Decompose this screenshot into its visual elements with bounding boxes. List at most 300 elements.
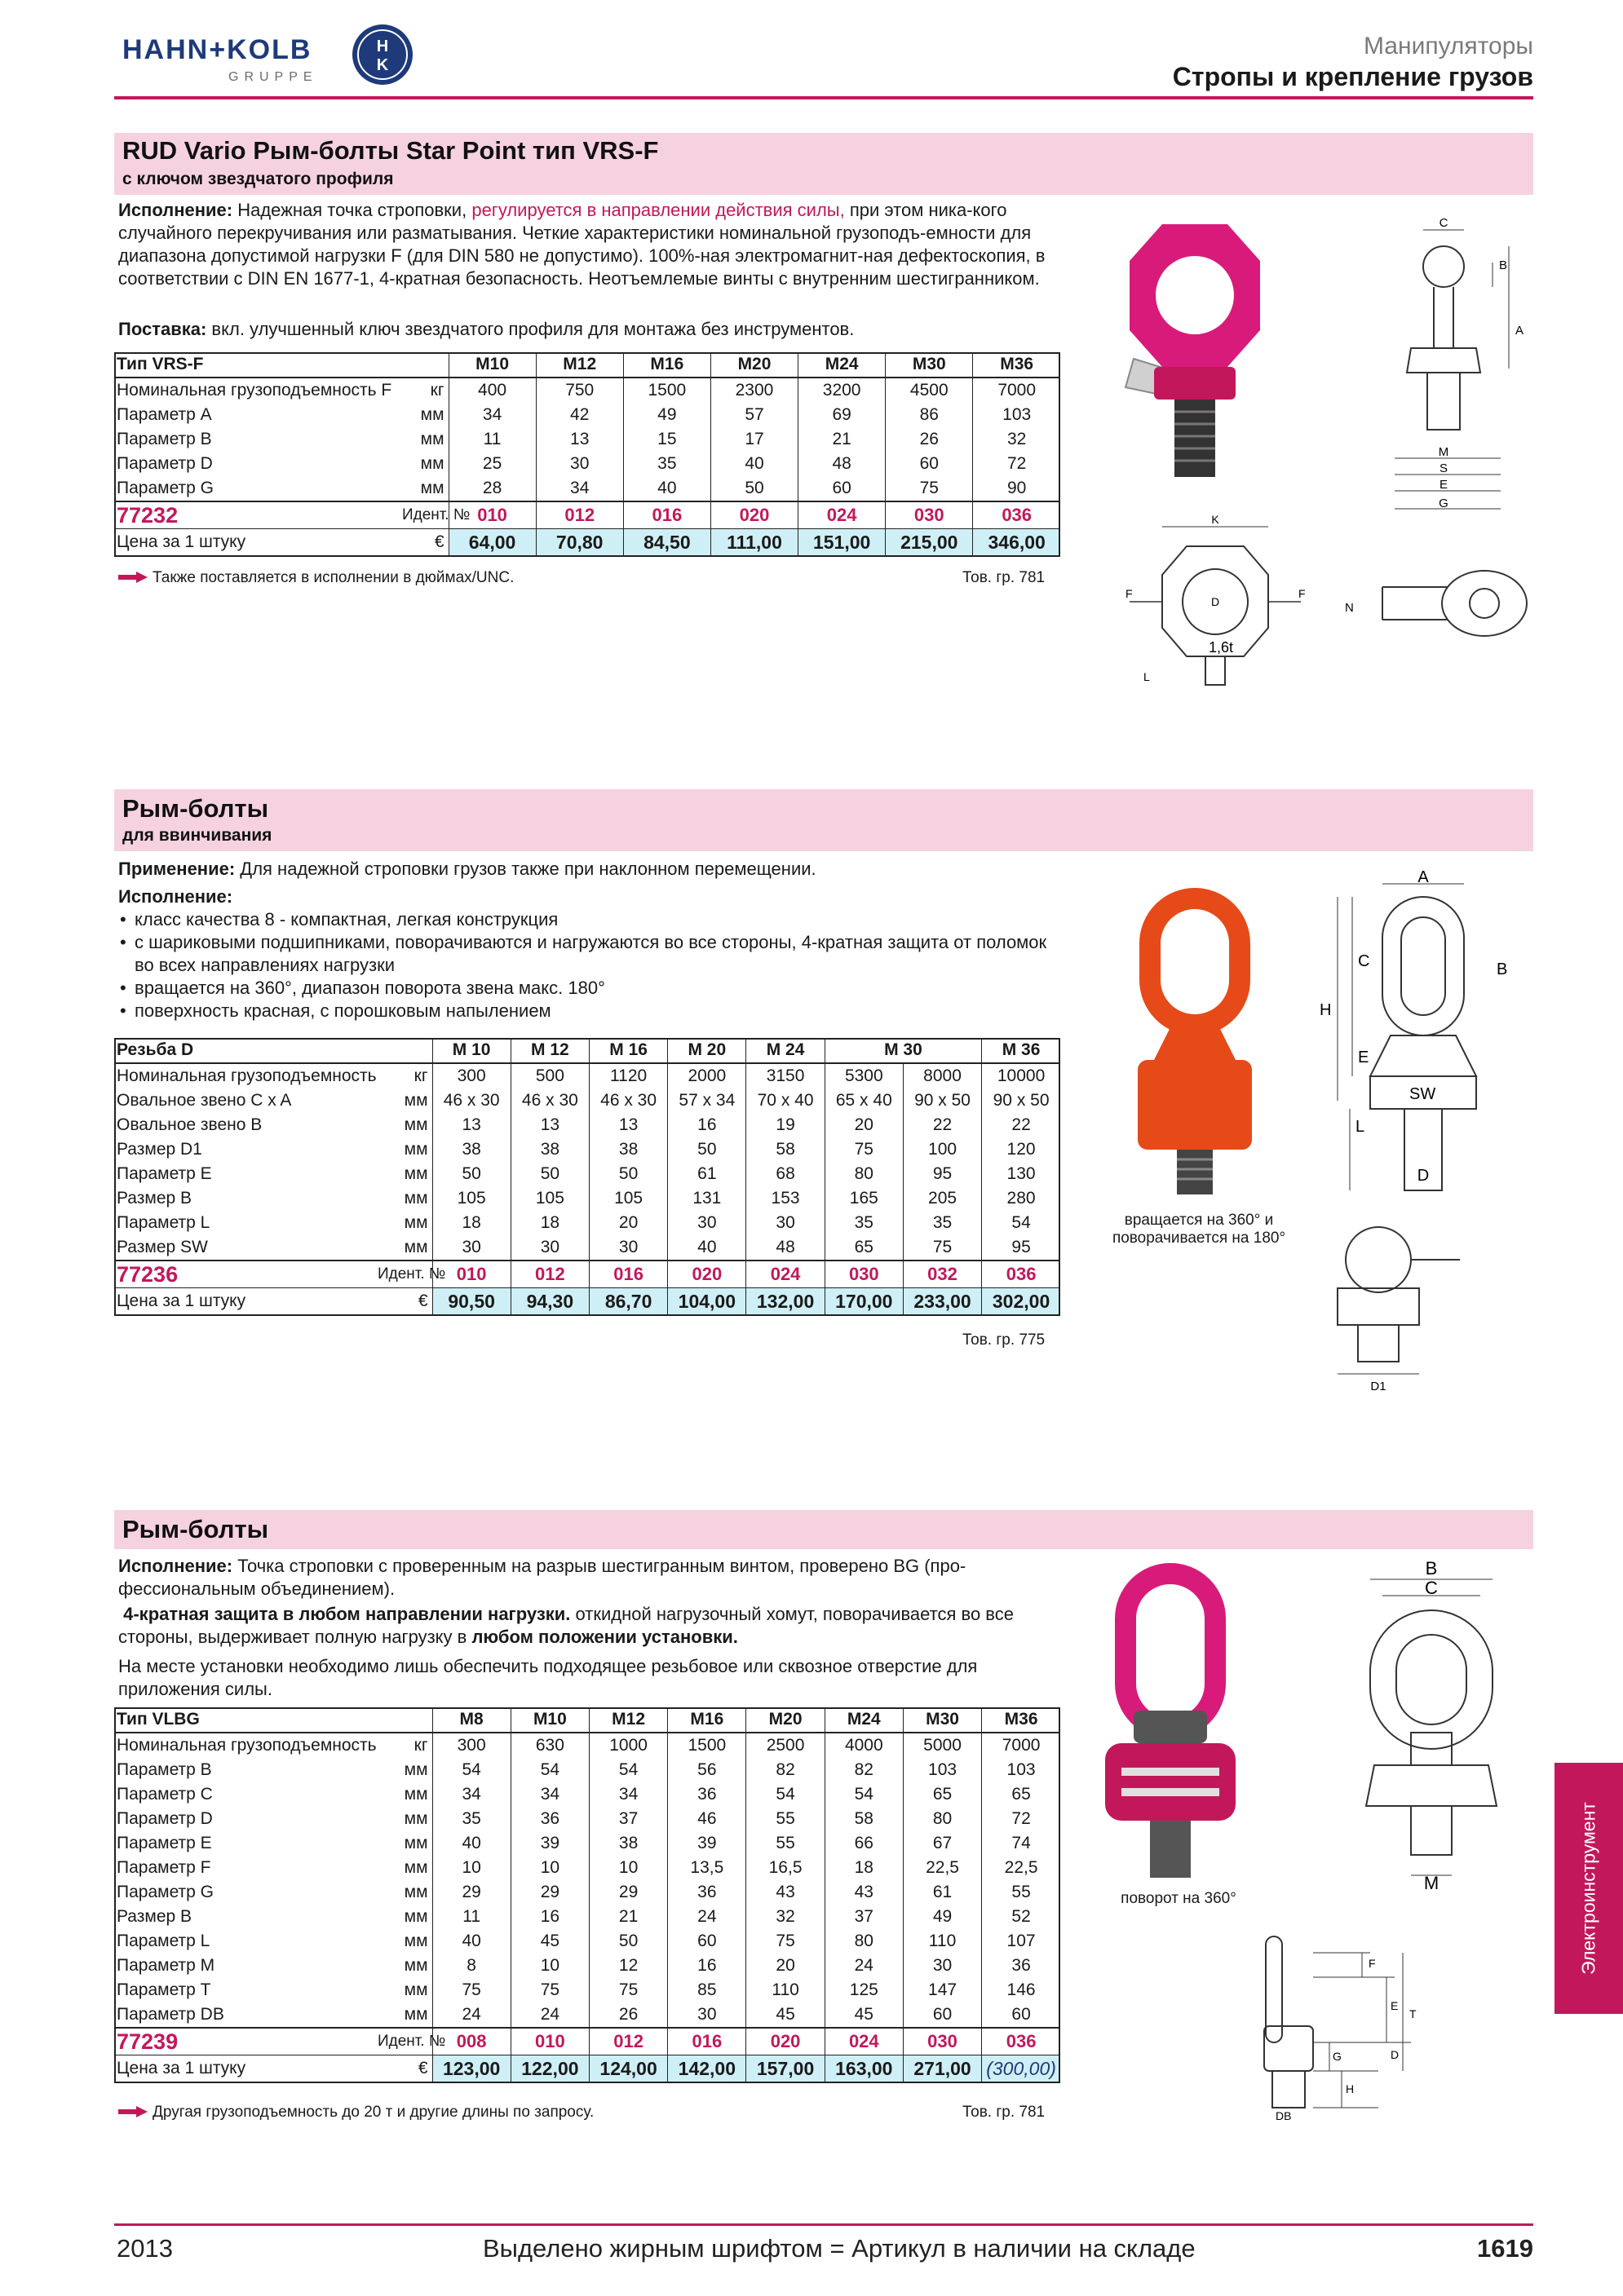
table-cell: 7000 (973, 378, 1060, 403)
table-cell: 90 x 50 (982, 1088, 1060, 1113)
article-id: 036 (982, 1261, 1060, 1288)
table-cell: 34 (589, 1782, 667, 1807)
table-cell: 54 (982, 1211, 1060, 1235)
article-id: 024 (798, 501, 886, 529)
table-cell: 10000 (982, 1063, 1060, 1088)
table-cell: 100 (903, 1137, 981, 1162)
article-id: 012 (536, 501, 623, 529)
note-text: Также поставляется в исполнении в дюймах/UNC. (153, 569, 515, 586)
table-cell: 131 (668, 1186, 746, 1211)
dim-k: K (1211, 513, 1219, 526)
dim-db: DB (1276, 2109, 1292, 2122)
table-cell: 24 (432, 2002, 511, 2028)
price-cell: 86,70 (589, 1288, 667, 1316)
table-cell: 46 x 30 (511, 1088, 589, 1113)
table-cell: 34 (511, 1782, 589, 1807)
section-1-header (114, 133, 1533, 195)
article-id: 036 (982, 2028, 1060, 2055)
svg-text:K: K (376, 56, 389, 74)
table-cell: 300 (432, 1063, 511, 1088)
table-column-header: M 16 (589, 1038, 667, 1063)
supply-label: Поставка: (118, 319, 207, 339)
table-cell: 110 (903, 1929, 981, 1954)
table-cell: 38 (511, 1137, 589, 1162)
table-cell: 24 (825, 1954, 903, 1978)
row-unit: мм (375, 1782, 432, 1807)
table-cell: 15 (623, 427, 710, 452)
table-header-row (114, 1038, 1060, 1063)
table-cell: 16,5 (746, 1856, 825, 1880)
protection-bold-2: любом положении установки. (471, 1627, 738, 1647)
table-row (114, 1211, 1060, 1235)
row-unit: мм (375, 1978, 432, 2002)
table-cell: 38 (589, 1831, 667, 1856)
table-cell: 80 (825, 1162, 903, 1186)
section-3-mounting: На месте установки необходимо лишь обеспечить подходящее резьбовое или сквозное отверстие для приложения силы. (118, 1656, 978, 1699)
table-column-header: M36 (973, 352, 1060, 378)
table-cell: 30 (668, 1211, 746, 1235)
page-number: 1619 (1477, 2234, 1533, 2263)
table-cell: 36 (668, 1782, 746, 1807)
table-cell: 61 (903, 1880, 981, 1905)
svg-text:H: H (376, 38, 389, 55)
table-cell: 42 (536, 403, 623, 427)
row-unit: мм (375, 1758, 432, 1782)
price-cell: 84,50 (623, 529, 710, 557)
table-cell: 74 (982, 1831, 1060, 1856)
price-row (114, 2055, 1060, 2083)
table-cell: 105 (432, 1186, 511, 1211)
table-cell: 10 (589, 1856, 667, 1880)
article-id: 024 (825, 2028, 903, 2055)
logo-badge-icon (351, 23, 414, 86)
table-column-header: M 12 (511, 1038, 589, 1063)
currency: € (375, 2055, 432, 2083)
dim-h: H (1320, 1001, 1332, 1019)
table-cell: 1120 (589, 1063, 667, 1088)
table-cell: 75 (432, 1978, 511, 2002)
table-cell: 34 (432, 1782, 511, 1807)
table-row (114, 1782, 1060, 1807)
section-2-execution (118, 885, 1056, 1022)
price-cell: 151,00 (798, 529, 886, 557)
table-cell: 500 (511, 1063, 589, 1088)
table-column-header: M 24 (746, 1038, 825, 1063)
table-cell: 20 (589, 1211, 667, 1235)
table-cell: 54 (432, 1758, 511, 1782)
price-cell: 157,00 (746, 2055, 825, 2083)
table-column-header: M16 (668, 1707, 746, 1733)
dim-f: F (1369, 1957, 1376, 1970)
article-id: 020 (668, 1261, 746, 1288)
table-column-header: M36 (982, 1707, 1060, 1733)
table-cell: 54 (589, 1758, 667, 1782)
price-cell: 64,00 (449, 529, 536, 557)
table-cell: 80 (903, 1807, 981, 1831)
dim-e: E (1391, 1999, 1399, 2012)
spec-table-vrs-f (114, 352, 1060, 557)
table-header-row (114, 352, 1060, 378)
table-cell: 50 (511, 1162, 589, 1186)
article-row (114, 2028, 1060, 2055)
table-cell: 5000 (903, 1733, 981, 1758)
table-cell: 35 (825, 1211, 903, 1235)
vlbg-front-drawing (1338, 1558, 1533, 1896)
price-cell: 142,00 (668, 2055, 746, 2083)
table-cell: 130 (982, 1162, 1060, 1186)
row-unit: мм (375, 1235, 432, 1261)
table-cell: 7000 (982, 1733, 1060, 1758)
section-3-product-group: Тов. гр. 781 (962, 2104, 1046, 2121)
row-label: Размер B (117, 1907, 192, 1926)
price-cell: 104,00 (668, 1288, 746, 1316)
row-label: Параметр T (117, 1980, 211, 1999)
table-cell: 75 (886, 476, 973, 501)
swivel-product-photo (1130, 889, 1260, 1203)
table-cell: 20 (746, 1954, 825, 1978)
dim-a: A (1417, 868, 1429, 886)
table-cell: 60 (886, 452, 973, 476)
article-id: 020 (746, 2028, 825, 2055)
table-cell: 11 (449, 427, 536, 452)
currency: € (400, 529, 449, 557)
table-cell: 12 (589, 1954, 667, 1978)
table-cell: 72 (982, 1807, 1060, 1831)
table-cell: 80 (825, 1929, 903, 1954)
row-unit: мм (375, 1856, 432, 1880)
table-cell: 50 (432, 1162, 511, 1186)
table-row (114, 2002, 1060, 2028)
table-cell: 45 (511, 1929, 589, 1954)
section-3-protection (118, 1603, 1056, 1649)
table-cell: 40 (623, 476, 710, 501)
table-cell: 58 (746, 1137, 825, 1162)
header-divider (114, 96, 1533, 99)
table-cell: 65 (825, 1235, 903, 1261)
table-row (114, 1758, 1060, 1782)
dim-a: A (1515, 324, 1524, 338)
price-cell: 302,00 (982, 1288, 1060, 1316)
row-label: Параметр B (117, 1760, 212, 1779)
row-label: Номинальная грузоподъемность (117, 1736, 377, 1755)
table-cell: 39 (511, 1831, 589, 1856)
table-cell: 2500 (746, 1733, 825, 1758)
table-cell: 95 (903, 1162, 981, 1186)
article-number: 77239 (114, 2028, 375, 2055)
header-subcategory: Стропы и крепление грузов (1172, 62, 1533, 91)
dim-d: D (1391, 2048, 1400, 2061)
table-row (114, 1137, 1060, 1162)
table-cell: 95 (982, 1235, 1060, 1261)
logo-text: HAHN+KOLB (122, 34, 312, 65)
table-cell: 30 (511, 1235, 589, 1261)
table-cell: 50 (589, 1929, 667, 1954)
id-label: Идент. № (400, 501, 449, 529)
table-cell: 147 (903, 1978, 981, 2002)
table-cell: 32 (746, 1905, 825, 1929)
table-cell: 60 (668, 1929, 746, 1954)
table-cell: 50 (668, 1137, 746, 1162)
table-cell: 43 (746, 1880, 825, 1905)
article-number: 77232 (114, 501, 400, 529)
article-number: 77236 (114, 1261, 375, 1288)
table-row (114, 1063, 1060, 1088)
table-row (114, 1733, 1060, 1758)
footer-divider (114, 2223, 1533, 2226)
article-id: 008 (432, 2028, 511, 2055)
swivel-side-drawing (1313, 868, 1541, 1199)
section-1-note (118, 569, 514, 587)
table-cell: 48 (746, 1235, 825, 1261)
article-id: 010 (511, 2028, 589, 2055)
table-cell: 34 (536, 476, 623, 501)
id-label: Идент. № (375, 1261, 432, 1288)
table-cell: 30 (746, 1211, 825, 1235)
section-3-caption: поворот на 360° (1121, 1890, 1236, 1907)
header-category: Манипуляторы (1363, 33, 1533, 60)
row-label: Параметр E (117, 1834, 212, 1852)
row-label: Параметр D (117, 1809, 213, 1828)
row-label: Параметр C (117, 1785, 213, 1804)
price-cell: 70,80 (536, 529, 623, 557)
table-cell: 75 (903, 1235, 981, 1261)
row-unit: мм (375, 1880, 432, 1905)
dim-l: L (1143, 670, 1150, 683)
table-header-row (114, 1707, 1060, 1733)
table-cell: 69 (798, 403, 886, 427)
table-cell: 52 (982, 1905, 1060, 1929)
table-cell: 32 (973, 427, 1060, 452)
table-cell: 34 (449, 403, 536, 427)
table-cell: 630 (511, 1733, 589, 1758)
vrs-f-product-photo (1097, 216, 1293, 485)
table-cell: 750 (536, 378, 623, 403)
table-cell: 66 (825, 1831, 903, 1856)
dim-t: T (1409, 2007, 1417, 2020)
article-id: 036 (973, 501, 1060, 529)
dim-e: E (1358, 1049, 1369, 1066)
exec-label: Исполнение: (118, 1556, 233, 1576)
table-cell: 70 x 40 (746, 1088, 825, 1113)
article-id: 020 (710, 501, 798, 529)
table-cell: 45 (825, 2002, 903, 2028)
row-unit: мм (375, 1807, 432, 1831)
price-cell: 123,00 (432, 2055, 511, 2083)
table-cell: 40 (432, 1831, 511, 1856)
article-id: 016 (589, 1261, 667, 1288)
list-item: • класс качества 8 - компактная, легкая конструкция (135, 908, 1056, 931)
row-label: Параметр L (117, 1213, 210, 1232)
table-cell: 86 (886, 403, 973, 427)
row-label: Параметр G (117, 1883, 214, 1901)
table-cell: 43 (825, 1880, 903, 1905)
price-cell: 90,50 (432, 1288, 511, 1316)
table-column-header: M8 (432, 1707, 511, 1733)
table-cell: 30 (589, 1235, 667, 1261)
table-cell: 103 (903, 1758, 981, 1782)
exec-text: Точка строповки с проверенным на разрыв шестигранным винтом, проверено BG (про-фессиональным объединением). (118, 1556, 966, 1599)
row-unit: мм (400, 427, 449, 452)
section-3-title: Рым-болты (122, 1515, 269, 1543)
table-cell: 13 (589, 1113, 667, 1137)
row-unit: мм (375, 1088, 432, 1113)
article-id: 010 (449, 501, 536, 529)
table-column-header: M10 (449, 352, 536, 378)
table-row (114, 1831, 1060, 1856)
price-cell: 271,00 (903, 2055, 981, 2083)
table-cell: 60 (982, 2002, 1060, 2028)
table-row (114, 452, 1060, 476)
row-unit: мм (375, 1113, 432, 1137)
table-cell: 22 (903, 1113, 981, 1137)
table-cell: 16 (668, 1113, 746, 1137)
table-cell: 24 (511, 2002, 589, 2028)
section-2-product-group: Тов. гр. 775 (962, 1331, 1046, 1349)
table-cell: 110 (746, 1978, 825, 2002)
desc-highlight: регулируется в направлении действия силы, (471, 200, 845, 220)
table-cell: 46 (668, 1807, 746, 1831)
spec-table-vlbg (114, 1707, 1060, 2083)
row-unit: мм (375, 2002, 432, 2028)
table-cell: 105 (589, 1186, 667, 1211)
table-row (114, 1978, 1060, 2002)
table-cell: 18 (511, 1211, 589, 1235)
table-column-header: M 10 (432, 1038, 511, 1063)
table-cell: 85 (668, 1978, 746, 2002)
table-column-header: M30 (903, 1707, 981, 1733)
table-column-header: M20 (710, 352, 798, 378)
table-cell: 72 (973, 452, 1060, 476)
table-cell: 37 (825, 1905, 903, 1929)
table-cell: 30 (903, 1954, 981, 1978)
protection-text: откидной нагрузочный хомут, поворачивается во все стороны, выдерживает полную нагрузку в (118, 1604, 1014, 1647)
vlbg-side-drawing (1248, 1920, 1444, 2124)
table-cell: 13 (432, 1113, 511, 1137)
table-cell: 125 (825, 1978, 903, 2002)
row-label: Параметр DB (117, 2005, 224, 2024)
dim-b: B (1425, 1558, 1438, 1578)
price-cell: 122,00 (511, 2055, 589, 2083)
footer-legend: Выделено жирным шрифтом = Артикул в наличии на складе (483, 2234, 1196, 2263)
section-3-note (118, 2104, 594, 2122)
row-label: Номинальная грузоподъемность (117, 1066, 377, 1085)
row-label: Параметр F (117, 1858, 211, 1877)
row-unit: мм (375, 1137, 432, 1162)
table-head-label: Тип VLBG (114, 1707, 432, 1733)
section-1-title: RUD Vario Рым-болты Star Point тип VRS-F (122, 136, 659, 165)
table-cell: 35 (623, 452, 710, 476)
row-unit: мм (400, 452, 449, 476)
table-cell: 13,5 (668, 1856, 746, 1880)
dim-e: E (1439, 478, 1448, 492)
table-cell: 30 (432, 1235, 511, 1261)
table-cell: 4000 (825, 1733, 903, 1758)
table-cell: 29 (589, 1880, 667, 1905)
table-row (114, 1856, 1060, 1880)
app-label: Применение: (118, 859, 236, 879)
row-unit: кг (400, 378, 449, 403)
dim-c: C (1358, 952, 1370, 970)
article-row (114, 501, 1060, 529)
price-cell: 132,00 (746, 1288, 825, 1316)
price-row (114, 1288, 1060, 1316)
table-cell: 19 (746, 1113, 825, 1137)
table-cell: 54 (746, 1782, 825, 1807)
table-cell: 107 (982, 1929, 1060, 1954)
table-cell: 46 x 30 (589, 1088, 667, 1113)
table-cell: 26 (886, 427, 973, 452)
table-cell: 103 (973, 403, 1060, 427)
table-cell: 16 (668, 1954, 746, 1978)
row-label: Размер SW (117, 1238, 208, 1256)
row-unit: кг (375, 1733, 432, 1758)
table-cell: 40 (668, 1235, 746, 1261)
table-row (114, 1235, 1060, 1261)
table-row (114, 1186, 1060, 1211)
table-cell: 8000 (903, 1063, 981, 1088)
table-row (114, 1905, 1060, 1929)
logo-subtitle: GRUPPE (228, 70, 318, 84)
price-label: Цена за 1 штуку (114, 2055, 375, 2083)
table-cell: 10 (511, 1856, 589, 1880)
table-row (114, 378, 1060, 403)
table-cell: 61 (668, 1162, 746, 1186)
arrow-right-icon (118, 572, 148, 583)
table-cell: 75 (746, 1929, 825, 1954)
list-item: • с шариковыми подшипниками, поворачиваются и нагружаются во все стороны, 4-кратная защита от поломок во всех направлениях нагрузки (135, 931, 1056, 977)
table-cell: 1500 (668, 1733, 746, 1758)
table-cell: 300 (432, 1733, 511, 1758)
table-cell: 26 (589, 2002, 667, 2028)
table-cell: 153 (746, 1186, 825, 1211)
row-label: Параметр M (117, 1956, 215, 1975)
protection-bold: 4-кратная защита в любом направлении нагрузки. (123, 1604, 571, 1624)
price-cell: 163,00 (825, 2055, 903, 2083)
table-cell: 17 (710, 427, 798, 452)
desc-label: Исполнение: (118, 200, 233, 220)
table-cell: 35 (432, 1807, 511, 1831)
row-label: Параметр L (117, 1932, 210, 1950)
table-cell: 1500 (623, 378, 710, 403)
row-label: Номинальная грузоподъемность F (117, 381, 392, 400)
row-unit: мм (375, 1186, 432, 1211)
table-cell: 22 (982, 1113, 1060, 1137)
dim-d: D (1417, 1167, 1430, 1185)
desc-text-b: при этом ника-кого случайного перекручивания или разматывания. Четкие характеристики номинальной грузоподъ-емности для диапазона допустимой нагрузки F (для DIN 580 не допустимо). 100%-ная электромагнит-ная дефектоскопия, в соответствии с DIN EN 1677-1, 4-кратная безопасность. Неотъемлемые винты с внутренним шестигранником. (118, 200, 1046, 289)
dim-sw: SW (1409, 1085, 1436, 1103)
table-cell: 55 (746, 1831, 825, 1856)
table-cell: 280 (982, 1186, 1060, 1211)
vlbg-product-photo (1089, 1564, 1244, 1886)
table-cell: 54 (511, 1758, 589, 1782)
article-id: 032 (903, 1261, 981, 1288)
row-unit: мм (400, 403, 449, 427)
table-cell: 10 (511, 1954, 589, 1978)
dim-h: H (1346, 2082, 1355, 2095)
feature-list (118, 908, 1056, 1022)
row-label: Параметр D (117, 454, 213, 473)
price-row (114, 529, 1060, 557)
row-unit: мм (375, 1211, 432, 1235)
article-id: 016 (623, 501, 710, 529)
app-text: Для надежной строповки грузов также при наклонном перемещении. (235, 859, 816, 879)
section-1-product-group: Тов. гр. 781 (962, 569, 1046, 586)
table-cell: 18 (825, 1856, 903, 1880)
table-column-header: M30 (886, 352, 973, 378)
table-head-label: Резьба D (114, 1038, 432, 1063)
price-cell: 170,00 (825, 1288, 903, 1316)
side-tab-power-tools[interactable] (1554, 1763, 1623, 2014)
